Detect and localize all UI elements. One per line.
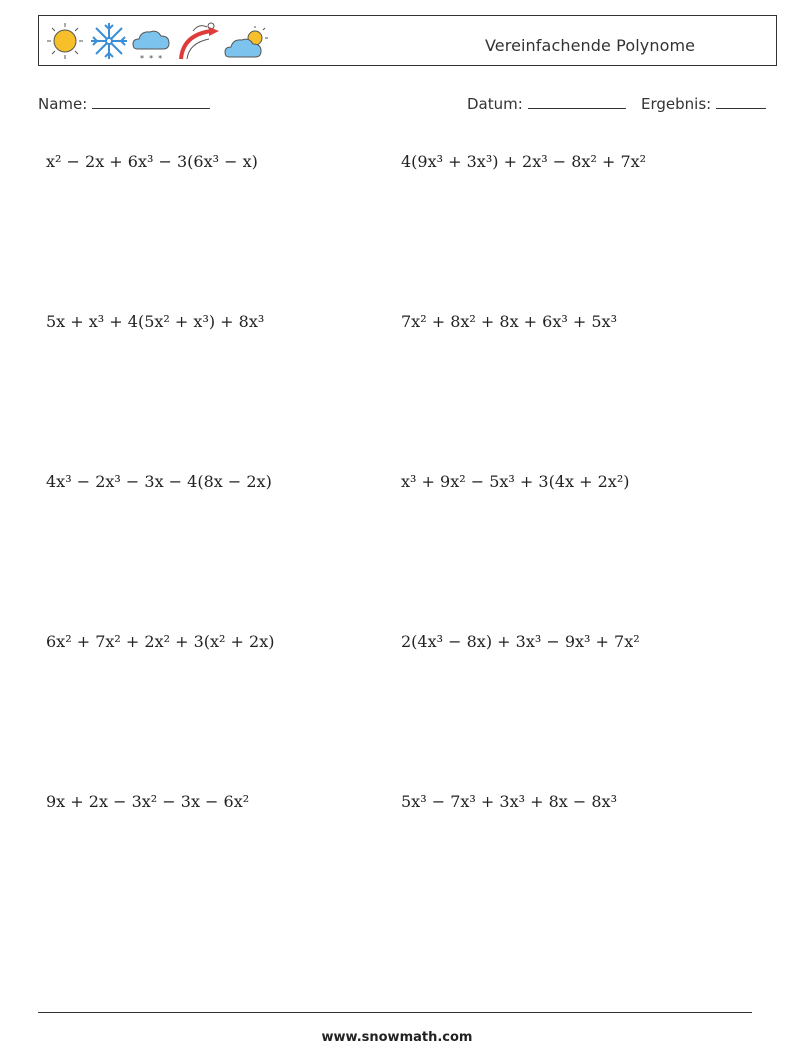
problem-3: 5x + x³ + 4(5x² + x³) + 8x³ [46,312,265,331]
problem-5: 4x³ − 2x³ − 3x − 4(8x − 2x) [46,472,272,491]
snowflake-icon [91,23,127,59]
problem-6: x³ + 9x² − 5x³ + 3(4x + 2x²) [401,472,630,491]
problem-9: 9x + 2x − 3x² − 3x − 6x² [46,792,250,811]
weather-icons [43,19,273,63]
problem-10: 5x³ − 7x³ + 3x³ + 8x − 8x³ [401,792,617,811]
result-label: Ergebnis: [641,95,712,113]
wind-icon [181,23,219,59]
name-blank[interactable] [92,94,210,109]
problem-1: x² − 2x + 6x³ − 3(6x³ − x) [46,152,258,171]
date-label: Datum: [467,95,523,113]
footer-url[interactable]: www.snowmath.com [321,1030,473,1045]
sun-icon [47,23,83,59]
problem-7: 6x² + 7x² + 2x² + 3(x² + 2x) [46,632,275,651]
result-field [641,94,766,113]
header-box [38,15,777,66]
result-blank[interactable] [716,94,766,109]
svg-text:* * *: * * * [140,54,163,63]
problem-4: 7x² + 8x² + 8x + 6x³ + 5x³ [401,312,617,331]
page-title: Vereinfachende Polynome [485,36,696,55]
problem-8: 2(4x³ − 8x) + 3x³ − 9x³ + 7x² [401,632,640,651]
date-field [467,94,626,113]
partly-cloudy-icon [225,26,268,57]
footer-divider [38,1012,752,1013]
problem-2: 4(9x³ + 3x³) + 2x³ − 8x² + 7x² [401,152,647,171]
snow-cloud-icon [133,31,169,63]
name-field [38,94,210,113]
name-label: Name: [38,95,88,113]
date-blank[interactable] [528,94,626,109]
